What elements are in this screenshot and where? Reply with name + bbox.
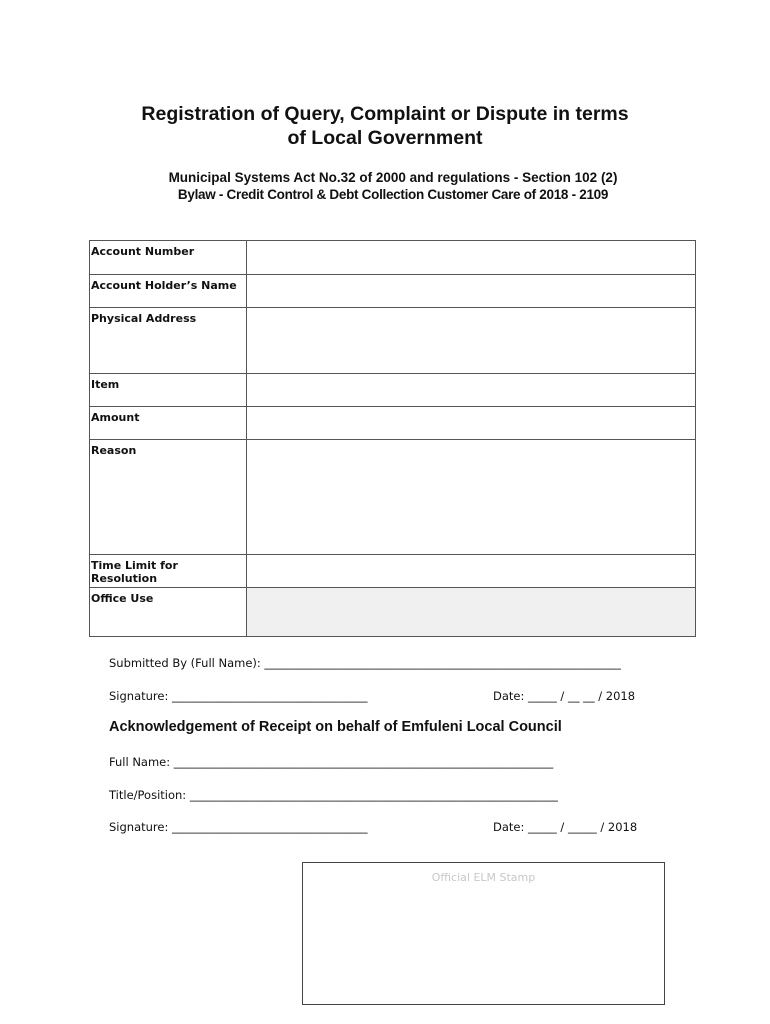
row-amount <box>90 407 696 440</box>
label-office-use: Office Use <box>90 588 247 637</box>
official-stamp-box <box>302 862 665 1005</box>
field-amount[interactable] <box>247 407 696 440</box>
registration-form-table <box>89 240 696 637</box>
label-time-limit: Time Limit for Resolution <box>90 555 247 588</box>
label-account-holder-name: Account Holder’s Name <box>90 275 247 308</box>
row-time-limit <box>90 555 696 588</box>
submitted-by-line[interactable]: Submitted By (Full Name): ______________________________________________________________ <box>109 656 621 670</box>
field-account-holder-name[interactable] <box>247 275 696 308</box>
title-line-1: Registration of Query, Complaint or Dispute in terms <box>141 103 629 125</box>
field-reason[interactable] <box>247 440 696 555</box>
row-physical-address <box>90 308 696 374</box>
subtitle-line-1: Municipal Systems Act No.32 of 2000 and regulations - Section 102 (2) <box>168 170 618 185</box>
row-account-number <box>90 241 696 275</box>
row-office-use <box>90 588 696 637</box>
ack-full-name-line[interactable]: Full Name: __________________________________________________________________ <box>109 755 554 769</box>
ack-date-line[interactable]: Date: _____ / _____ / 2018 <box>493 820 638 834</box>
label-amount: Amount <box>90 407 247 440</box>
row-account-holder-name <box>90 275 696 308</box>
field-office-use[interactable] <box>247 588 696 637</box>
row-reason <box>90 440 696 555</box>
stamp-label: Official ELM Stamp <box>431 871 536 884</box>
document-subtitle <box>0 169 770 203</box>
label-reason: Reason <box>90 440 247 555</box>
ack-title-position-line[interactable]: Title/Position: ________________________________________________________________ <box>109 788 558 802</box>
label-item: Item <box>90 374 247 407</box>
title-line-2: of Local Government <box>287 127 483 149</box>
subtitle-line-2: Bylaw - Credit Control & Debt Collection Customer Care of 2018 - 2109 <box>177 187 609 202</box>
document-title <box>0 102 770 150</box>
field-time-limit[interactable] <box>247 555 696 588</box>
label-physical-address: Physical Address <box>90 308 247 374</box>
acknowledgement-heading: Acknowledgement of Receipt on behalf of Emfuleni Local Council <box>109 719 562 735</box>
submitter-date-line[interactable]: Date: _____ / __ __ / 2018 <box>493 689 636 703</box>
ack-signature-line[interactable]: Signature: __________________________________ <box>109 820 368 834</box>
field-physical-address[interactable] <box>247 308 696 374</box>
label-account-number: Account Number <box>90 241 247 275</box>
field-account-number[interactable] <box>247 241 696 275</box>
field-item[interactable] <box>247 374 696 407</box>
row-item <box>90 374 696 407</box>
submitter-signature-line[interactable]: Signature: __________________________________ <box>109 689 368 703</box>
